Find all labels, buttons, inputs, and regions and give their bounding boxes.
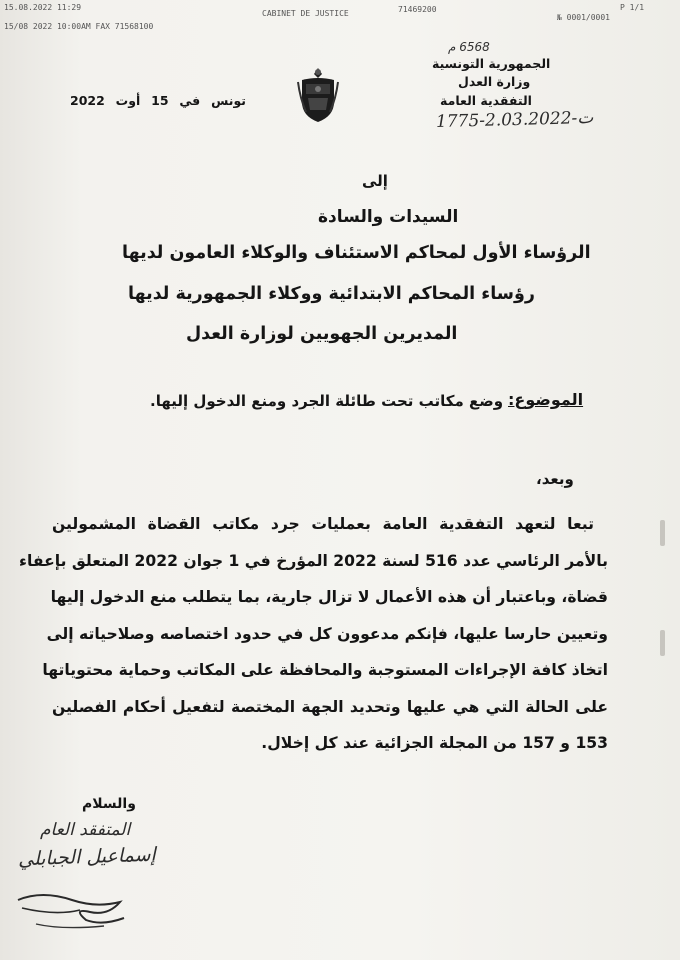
subject-label: الموضوع: (508, 390, 584, 409)
fax-header-sender: CABINET DE JUSTICE (262, 9, 349, 18)
handwritten-signature (12, 886, 142, 936)
handwritten-reference-number: 1775-2.03.2022-ت (435, 107, 594, 133)
letterhead-republic: الجمهورية التونسية (432, 56, 551, 71)
letterhead-ministry: وزارة العدل (458, 74, 531, 89)
fax-header-datetime: 15.08.2022 11:29 (4, 3, 82, 12)
handwritten-signatory-title: المتفقد العام (40, 820, 131, 840)
addressee-line-2: رؤساء المحاكم الابتدائية ووكلاء الجمهورية لديها (128, 284, 535, 304)
letterhead-inspection: التفقدية العامة (440, 93, 532, 108)
fax-header-page: P 1/1 (620, 3, 645, 12)
scan-mark (660, 630, 665, 656)
addressee-to: إلى (362, 172, 388, 190)
reference-code: 6568 م (448, 40, 490, 54)
body-line: 153 و 157 من المجلة الجزائية عند كل إخلال. (261, 734, 608, 752)
scan-mark (660, 520, 665, 546)
place-and-date: تونس في 15 أوت 2022 (70, 93, 246, 108)
body-paragraph (19, 506, 608, 762)
body-line: وتعيين حارسا عليها، فإنكم مدعوون كل في حدود اختصاصه وصلاحياته إلى (46, 624, 608, 643)
fax-header-number: 71469200 (398, 5, 437, 14)
handwritten-signatory-name: إسماعيل الجبابلي (17, 843, 157, 871)
subject-text: وضع مكاتب تحت طائلة الجرد ومنع الدخول إليها. (150, 392, 504, 410)
body-greeting: وبعد، (536, 470, 574, 488)
body-line: تبعا لتعهد التفقدية العامة بعمليات جرد مكاتب القضاة المشمولين (52, 515, 594, 533)
addressee-honorifics: السيدات والسادة (318, 207, 459, 227)
body-line: قضاة، وباعتبار أن هذه الأعمال لا تزال جارية، بما يتطلب منع الدخول إليها (50, 588, 608, 606)
fax-header-line2: 15/08 2022 10:00AM FAX 71568100 (4, 22, 154, 31)
body-line: اتخاذ كافة الإجراءات المستوجبة والمحافظة على المكاتب وحماية محتوياتها (42, 661, 608, 679)
addressee-line-3: المديرين الجهويين لوزارة العدل (186, 324, 458, 344)
closing-salutation: والسلام (82, 796, 136, 812)
body-line: بالأمر الرئاسي عدد 516 لسنة 2022 المؤرخ في 1 جوان 2022 المتعلق بإعفاء (19, 551, 608, 570)
fax-header-page-count: № 0001/0001 (557, 13, 610, 22)
body-line: على الحالة التي هي عليها وتحديد الجهة المختصة لتفعيل أحكام الفصلين (52, 697, 608, 716)
addressee-line-1: الرؤساء الأول لمحاكم الاستئناف والوكلاء العامون لديها (122, 243, 591, 263)
tunisia-coat-of-arms-emblem (296, 64, 340, 124)
